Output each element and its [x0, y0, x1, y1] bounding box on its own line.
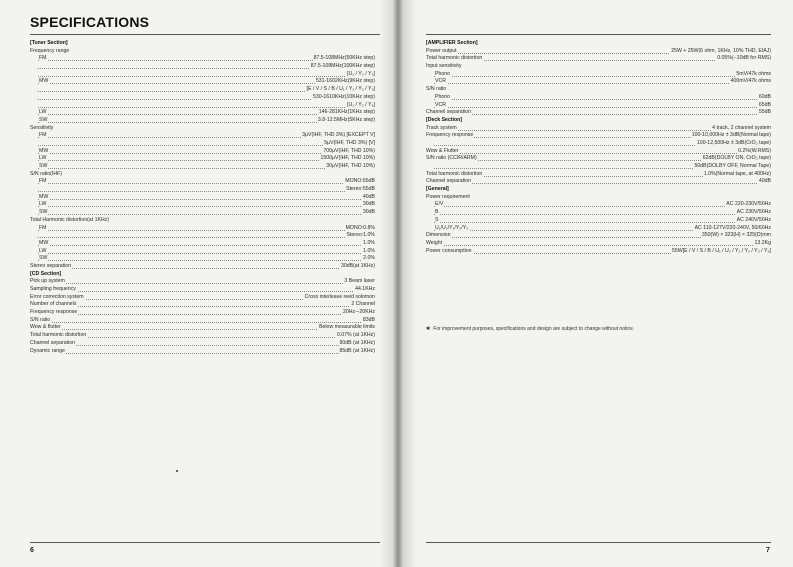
spec-value: 60dB [758, 93, 771, 100]
spec-row [426, 240, 771, 248]
dot-leader [38, 353, 373, 354]
binding-gutter [380, 0, 416, 567]
spec-row [30, 248, 375, 256]
spec-value: [U₁ / Y₂ / Y₃] [347, 70, 375, 77]
page-title: SPECIFICATIONS [30, 14, 150, 30]
spec-value: 400mV/47k ohms [730, 78, 771, 85]
disclaimer-text: For improvement purposes, specifications and design are subject to change without notice. [433, 326, 635, 332]
spec-label: S/N ratio [426, 86, 447, 93]
spec-value: 3.8-12.5MHz(5KHz step) [317, 116, 375, 123]
dot-leader [38, 337, 373, 338]
spec-row [426, 140, 771, 148]
spec-label: Phono [435, 93, 451, 100]
spec-value: 30dB [362, 201, 375, 208]
spec-label: LW [39, 155, 47, 162]
spec-label: Weight [426, 239, 443, 246]
spec-row [30, 348, 375, 356]
dot-leader [38, 260, 373, 261]
spec-row [30, 209, 375, 217]
spec-value: MONO:65dB [345, 178, 375, 185]
spec-row [30, 201, 375, 209]
spec-label: Error correction system [30, 293, 84, 300]
spec-value: 30dB [362, 209, 375, 216]
right-spec-column [426, 40, 771, 255]
dot-leader [38, 306, 373, 307]
spec-row [426, 48, 771, 56]
asterisk-icon: ✱ [426, 326, 431, 332]
title-rule [30, 34, 380, 35]
spec-row [30, 178, 375, 186]
spec-value: 531-1602KHz(9KHz step) [315, 78, 375, 85]
spec-row [30, 102, 375, 110]
spec-row [30, 278, 375, 286]
spec-value: 40dB [362, 193, 375, 200]
spec-value: 2 Channel [351, 301, 375, 308]
spec-label: Dynamic range [30, 347, 65, 354]
spec-row [426, 248, 771, 256]
spec-row [426, 132, 771, 140]
spec-row [30, 232, 375, 240]
spec-row [426, 109, 771, 117]
dot-leader [38, 314, 373, 315]
spec-label: SW [39, 255, 48, 262]
dot-leader [434, 214, 769, 215]
spec-value: [E / V / S / B / U₁ / Y₁ / Y₂ / Y₃] [306, 86, 375, 93]
spec-row [426, 217, 771, 225]
spec-label: B [435, 209, 439, 216]
spec-row [30, 55, 375, 63]
spec-label: FM [39, 55, 47, 62]
spec-value: AC 230V/50Hz [736, 209, 771, 216]
left-spec-column [30, 40, 375, 355]
dot-leader [38, 168, 373, 169]
spec-label: SW [39, 209, 48, 216]
spec-row [30, 155, 375, 163]
spec-row [30, 140, 375, 148]
dot-leader [434, 206, 769, 207]
spec-label: Power requirement [426, 193, 470, 200]
spec-row [30, 109, 375, 117]
spec-row [30, 301, 375, 309]
spec-row [30, 132, 375, 140]
spec-value: 1.0% [363, 247, 375, 254]
spec-label: Wow & Flutter [426, 147, 459, 154]
spec-label: Frequency response [30, 309, 78, 316]
spec-row [30, 171, 375, 179]
spec-value: Below measurable limits [319, 324, 375, 331]
spec-row [30, 317, 375, 325]
dot-leader [434, 114, 769, 115]
spec-value: 100-10,000Hz ± 3dB(Normal tape) [691, 132, 771, 139]
spec-row [426, 148, 771, 156]
dot-leader [38, 206, 373, 207]
section-heading: [Deck Section] [426, 116, 463, 123]
dot-leader [434, 83, 769, 84]
dot-leader [38, 183, 373, 184]
spec-row [30, 71, 375, 79]
spec-value: 146-281KHz(1KHz step) [318, 109, 375, 116]
footer-rule-left [30, 542, 380, 543]
spec-label: FM [39, 178, 47, 185]
section-heading: [CD Section] [30, 270, 62, 277]
dot-leader [38, 253, 373, 254]
spec-row [426, 225, 771, 233]
spec-value: 55W[E / V / S / B / U₁ / U₂ / Y₁ / Y₂ / Y₃ / Y₄] [671, 247, 771, 254]
dot-leader [38, 283, 373, 284]
dot-leader [434, 99, 769, 100]
spec-label: Pick up system [30, 278, 65, 285]
spec-row [30, 225, 375, 233]
spec-label: MW [39, 193, 49, 200]
spec-label: Input sensitivity [426, 63, 462, 70]
spec-label: MW [39, 78, 49, 85]
spec-value: 20Hz∼20KHz [342, 309, 375, 316]
spec-row [30, 309, 375, 317]
spec-value: 3μV(IHF, THD 3%) [EXCEPT V] [302, 132, 375, 139]
spec-value: 30μV(IHF, THD 10%) [326, 163, 375, 169]
spec-label: Total harmonic distortion [426, 55, 483, 62]
spec-label: S/N ratio [30, 316, 51, 323]
spec-value: 5μV(IHF, THD 3%) [V] [324, 139, 375, 146]
dot-leader [434, 107, 769, 108]
spec-row [30, 78, 375, 86]
spec-row [426, 71, 771, 79]
spec-row [426, 155, 771, 163]
dot-leader [38, 191, 373, 192]
spec-value: 30dB(at 1KHz) [340, 262, 375, 269]
spec-row [426, 102, 771, 110]
dot-leader [38, 214, 373, 215]
print-speck [176, 470, 178, 472]
dot-leader [434, 245, 769, 246]
dot-leader [434, 76, 769, 77]
spec-row [30, 263, 375, 271]
left-page [0, 0, 396, 567]
spec-row [426, 94, 771, 102]
spec-row [30, 117, 375, 125]
spec-row [30, 148, 375, 156]
spec-value: 85dB (at 1KHz) [339, 347, 375, 354]
spec-value: 44.1KHz [355, 286, 375, 292]
spec-row [30, 332, 375, 340]
spec-row [426, 63, 771, 71]
spec-label: Frequency response [426, 132, 474, 139]
spec-label: SW [39, 116, 48, 123]
spec-row [426, 55, 771, 63]
page-number-right: 7 [766, 547, 770, 554]
spec-value: 25W + 25W(6 ohm, 1KHz, 10% THD, EIAJ) [671, 47, 771, 54]
spec-row [30, 186, 375, 194]
spec-row [30, 163, 375, 171]
spec-value: 87.5-108MHz(100KHz step) [310, 63, 375, 70]
spec-row [426, 125, 771, 133]
spec-row [426, 86, 771, 94]
spec-row [426, 78, 771, 86]
spec-value: 65dB [758, 101, 771, 108]
spec-label: Track system [426, 124, 457, 131]
dot-leader [38, 322, 373, 323]
dot-leader [38, 345, 373, 346]
dot-leader [38, 268, 373, 269]
spec-row [426, 201, 771, 209]
section-heading: [Tuner Section] [30, 40, 68, 46]
spec-label: Power consumption [426, 247, 472, 254]
spec-value: 350(W) × 323(H) × 325(D)mm [701, 232, 771, 239]
spec-value: 83dB [362, 316, 375, 323]
dot-leader [38, 107, 373, 108]
dot-leader [38, 245, 373, 246]
spec-value: [U₁ / Y₂ / Y₃] [347, 101, 375, 108]
spec-label: Channel separation [426, 178, 471, 185]
section-heading: [General] [426, 186, 449, 193]
spec-value: Cross interleave reed solomon [304, 293, 375, 300]
spec-value: 700μV(IHF, THD 10%) [323, 147, 375, 154]
spec-row [30, 286, 375, 294]
spec-label: Channel separation [426, 109, 471, 116]
spec-label: LW [39, 247, 47, 254]
spec-value: 0.05%(−10dB for RMS) [717, 55, 771, 62]
spec-value: 62dB(DOLBY ON, CrO₂ tape) [702, 155, 771, 162]
spec-label: Total Harmonic distortion(at 1KHz) [30, 216, 109, 223]
spec-row [30, 63, 375, 71]
spec-label: Sampling frequency [30, 286, 76, 292]
spec-label: LW [39, 109, 47, 116]
spec-label: LW [39, 201, 47, 208]
spec-row [426, 209, 771, 217]
spec-label: MW [39, 147, 49, 154]
spec-value: 0.2%(W.RMS) [738, 147, 771, 154]
spec-value: Stereo:1.0% [346, 232, 375, 239]
dot-leader [434, 153, 769, 154]
spec-row [30, 240, 375, 248]
spec-row [30, 125, 375, 133]
spec-label: VCR [435, 78, 446, 85]
spec-row [30, 48, 375, 56]
spec-label: FM [39, 224, 47, 231]
footer-rule-right [426, 542, 771, 543]
spec-value: 87.5-108MHz(50KHz step) [313, 55, 375, 62]
spec-value: 40dB [758, 178, 771, 185]
dot-leader [38, 230, 373, 231]
spec-row [30, 324, 375, 332]
spec-label: Channel separation [30, 339, 75, 346]
top-rule-right [426, 34, 771, 35]
disclaimer-note [426, 326, 634, 332]
spec-row [30, 294, 375, 302]
spec-value: 530-1610KHz(10KHz step) [313, 93, 375, 100]
spec-row [426, 232, 771, 240]
spec-label: VCR [435, 101, 446, 108]
spec-row [30, 194, 375, 202]
spec-row [30, 217, 375, 225]
spec-row [30, 94, 375, 102]
spec-value: AC 240V/50Hz [736, 216, 771, 223]
spec-value: AC 220-230V/50Hz [726, 201, 771, 208]
spec-label: Sensitivity [30, 124, 54, 131]
spec-row [30, 340, 375, 348]
spec-value: 3 Beam laser [344, 278, 375, 285]
dot-leader [38, 237, 373, 238]
spec-label: Frequency range [30, 47, 70, 54]
spec-value: 4 track, 2 channel system [712, 124, 771, 131]
spec-label: E/V [435, 201, 444, 208]
spec-value: 100-12,500Hz ± 3dB(CrO₂ tape) [696, 139, 771, 146]
spec-label: SW [39, 163, 48, 169]
spec-row [30, 255, 375, 263]
spec-value: MONO:0.8% [345, 224, 375, 231]
spec-value: 2.0% [363, 255, 375, 262]
spec-row [426, 194, 771, 202]
spec-label: Power output [426, 47, 457, 54]
spec-value: 1.0% [363, 239, 375, 246]
spec-row [30, 86, 375, 94]
spec-label: FM [39, 132, 47, 139]
right-page [396, 0, 793, 567]
spec-value: 90dB (at 1KHz) [339, 339, 375, 346]
dot-leader [38, 76, 373, 77]
spec-value: 1.0%(Normal tape, at 400Hz) [703, 170, 771, 177]
spec-label: Total harmonic distortion [426, 170, 483, 177]
spec-label: S/N ratio (CCIR/ARM) [426, 155, 477, 162]
spec-value: 50dB(DOLBY OFF, Normal Tape) [694, 163, 771, 169]
spec-label: Total harmonic distortion [30, 332, 87, 339]
spec-label: S [435, 216, 439, 223]
spec-label: U₁/U₂/Y₁/Y₂/Y₃ [435, 224, 469, 231]
dot-leader [38, 291, 373, 292]
spec-label: Dimension [426, 232, 451, 239]
spec-value: 1500μV(IHF, THD 10%) [320, 155, 375, 162]
spec-label: Phono [435, 70, 451, 77]
dot-leader [38, 199, 373, 200]
spec-row [426, 171, 771, 179]
spec-label: Wow & flutter [30, 324, 61, 331]
spec-value: Stereo:55dB [346, 186, 375, 193]
spec-label: S/N ratio(IHF) [30, 170, 62, 177]
spec-row [426, 163, 771, 171]
dot-leader [434, 222, 769, 223]
spec-row [426, 178, 771, 186]
spec-value: 0.07% (at 1KHz) [336, 332, 375, 339]
page-number-left: 6 [30, 547, 34, 554]
spec-label: Stereo separation [30, 262, 71, 269]
dot-leader [434, 183, 769, 184]
spec-value: 5mV/47k ohms [736, 70, 771, 77]
spec-value: 55dB [758, 109, 771, 116]
spec-value: 13.2Kg [754, 239, 771, 246]
spec-label: Number of channels [30, 301, 77, 308]
section-heading: [AMPLIFIER Section] [426, 40, 478, 46]
spec-label: MW [39, 239, 49, 246]
spec-value: AC 110-127V/220-240V, 50/60Hz [694, 224, 771, 231]
